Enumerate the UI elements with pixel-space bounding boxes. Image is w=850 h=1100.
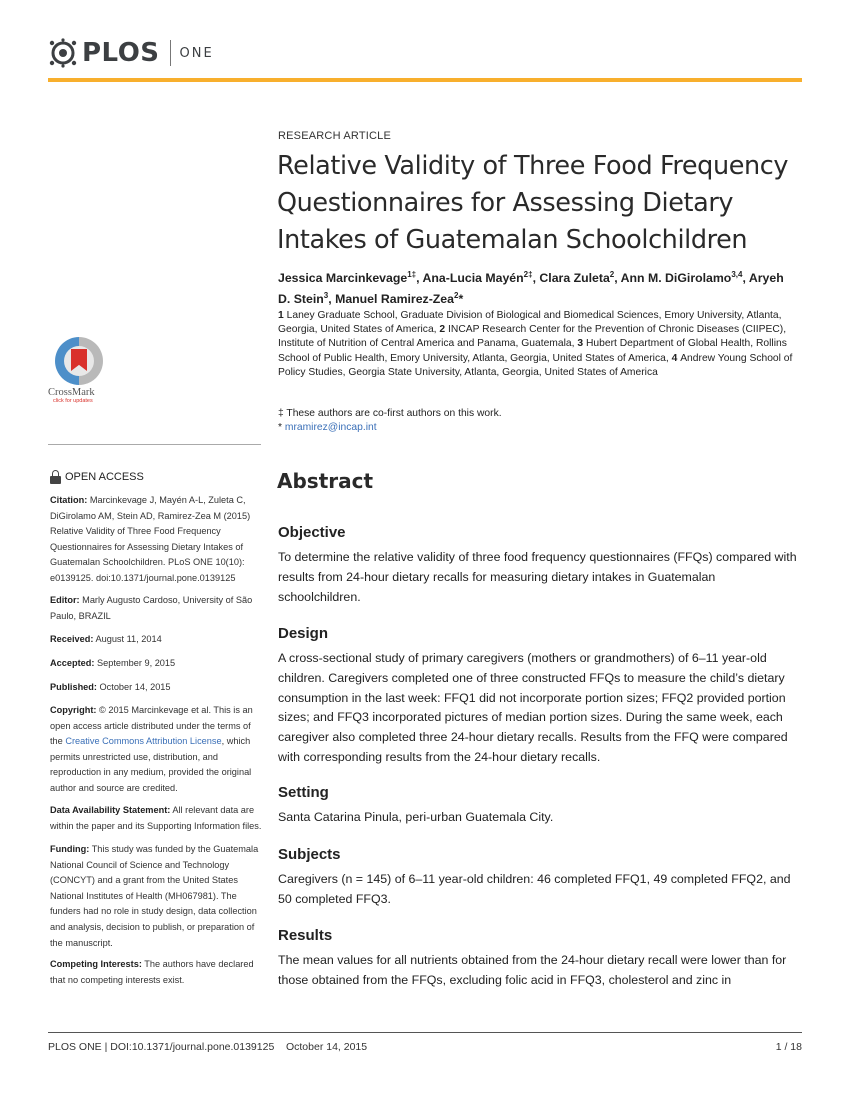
crossmark-label: CrossMark (48, 387, 95, 398)
editor-label: Editor: (50, 595, 80, 605)
data-availability-label: Data Availability Statement: (50, 805, 171, 815)
section-heading: Design (278, 625, 329, 642)
author-name[interactable]: Ann M. DiGirolamo (620, 271, 732, 286)
logo-divider (170, 40, 171, 66)
affiliation-number: 4 (671, 352, 678, 364)
author-separator: , (532, 271, 540, 286)
footer-citation: PLOS ONE | DOI:10.1371/journal.pone.0139125 October 14, 2015 (48, 1041, 368, 1053)
received-label: Received: (50, 634, 94, 644)
open-access-badge (50, 470, 144, 484)
affiliation-text: INCAP Research Center for the Prevention of Chronic Diseases (CIIPEC), Institute of Nutrition of Central America and Panama, Guatemala, (278, 324, 787, 350)
header-rule (48, 78, 802, 82)
editor-block (50, 593, 262, 624)
section-text: A cross-sectional study of primary caregivers (mothers or grandmothers) of 6–11 year-old children. Caregivers completed one of three constructed FFQs to measure the child’s dietary consumption in the last week: FFQ1 did not incorporate portion sizes; FFQ2 provided portion sizes; and FFQ3 incorporated pictures of median portion sizes. During the same week, each caregiver also completed three 24-hour dietary recalls. Results from the FFQ were compared with corresponding results from the 24-hour dietary recalls. (278, 651, 788, 764)
competing-interests-label: Competing Interests: (50, 959, 142, 969)
accepted-block (50, 656, 262, 672)
accepted-date: September 9, 2015 (96, 658, 176, 668)
article-type: RESEARCH ARTICLE (278, 130, 392, 142)
copyright-label: Copyright: (50, 705, 97, 715)
citation-block (50, 493, 262, 587)
section-heading: Setting (278, 784, 329, 801)
author-list (278, 266, 798, 308)
published-date: October 14, 2015 (99, 682, 171, 692)
author-name[interactable]: Manuel Ramirez-Zea (335, 292, 454, 307)
crossmark-icon (55, 337, 103, 385)
editor-text: Marly Augusto Cardoso, University of São Paulo, BRAZIL (50, 595, 253, 621)
logo-journal-name: ONE (179, 45, 214, 61)
section-text: Santa Catarina Pinula, peri-urban Guatemala City. (278, 810, 554, 824)
author-affiliation-mark: 2‡ (523, 270, 533, 279)
author-separator: * (458, 292, 464, 307)
corresponding-email-link[interactable]: mramirez@incap.int (284, 422, 377, 433)
author-affiliation-mark: 3,4 (731, 270, 743, 279)
published-label: Published: (50, 682, 97, 692)
citation-label: Citation: (50, 495, 88, 505)
author-affiliation-mark: 3 (323, 291, 329, 301)
citation-text: Marcinkevage J, Mayén A-L, Zuleta C, DiGirolamo AM, Stein AD, Ramirez-Zea M (2015) Relative Validity of Three Food Frequency Questionnaires for Assessing Dietary Intakes of Guatemalan Schoolchildren. PLoS ONE 10(10): e0139125. doi:10.1371/journal.pone.0139125 (50, 495, 251, 583)
affiliations (278, 309, 798, 380)
author-affiliation-mark: 1‡ (407, 270, 417, 279)
license-link[interactable]: Creative Commons Attribution License (65, 736, 222, 747)
footer-rule (48, 1032, 802, 1033)
affiliation-number: 1 (278, 310, 284, 321)
section-text: The mean values for all nutrients obtained from the 24-hour dietary recall were lower than for those obtained from the FFQs, excluding folic acid in FFQ3, cholesterol and zinc in (278, 953, 787, 987)
sidebar-divider (48, 444, 261, 445)
logo-wordmark: PLOS (82, 38, 160, 68)
author-separator: , (328, 292, 336, 307)
affiliation-text: Hubert Department of Global Health, Rollins School of Public Health, Emory University, Atlanta, Georgia, United States of America, (278, 338, 787, 364)
competing-interests-text: The authors have declared that no competing interests exist. (50, 959, 254, 985)
crossmark-sublabel: click for updates (53, 398, 93, 404)
author-notes (278, 407, 798, 435)
funding-block (50, 842, 262, 951)
page-number: 1 / 18 (775, 1041, 802, 1053)
crossmark-badge[interactable] (48, 337, 110, 404)
funding-label: Funding: (50, 844, 90, 854)
corresponding-mark: * (278, 422, 285, 433)
section-text: Caregivers (n = 145) of 6–11 year-old children: 46 completed FFQ1, 49 completed FFQ2, and 50 completed FFQ3. (278, 872, 791, 906)
data-availability-block (50, 803, 262, 834)
author-name[interactable]: Ana-Lucia Mayén (422, 271, 524, 286)
data-availability-text: All relevant data are within the paper and its Supporting Information files. (50, 805, 262, 831)
author-affiliation-mark: 2 (453, 291, 459, 301)
section-heading: Results (278, 927, 333, 944)
published-block (50, 680, 262, 696)
author-separator: , (614, 271, 621, 286)
author-name[interactable]: Clara Zuleta (539, 271, 610, 286)
author-separator: , (742, 271, 749, 286)
received-block (50, 632, 262, 648)
author-name[interactable]: Jessica Marcinkevage (278, 271, 408, 286)
accepted-label: Accepted: (50, 658, 95, 668)
objective-section (278, 524, 798, 607)
corresponding-author (278, 421, 798, 435)
section-text: To determine the relative validity of three food frequency questionnaires (FFQs) compared with results from 24-hour dietary recalls for measuring dietary intakes in Guatemalan schoolchildren. (278, 550, 797, 604)
funding-text: This study was funded by the Guatemala National Council of Science and Technology (CONCYT) and a grant from the United States National Institutes of Health (MH067981). The funders had no role in study design, data collection and analysis, decision to publish, or preparation of the manuscript. (50, 844, 259, 948)
affiliation-number: 2 (439, 324, 446, 336)
affiliation-text: Laney Graduate School, Graduate Division of Biological and Biomedical Sciences, Emory University, Atlanta, Georgia, United States of America, (278, 310, 782, 336)
copyright-text-cont: , which permits unrestricted use, distribution, and reproduction in any medium, provided the original author and source are credited. (50, 736, 252, 793)
section-heading: Objective (278, 524, 346, 541)
design-section (278, 625, 798, 768)
affiliation-text: Andrew Young School of Policy Studies, Georgia State University, Atlanta, Georgia, United States of America (278, 352, 793, 378)
abstract-heading: Abstract (277, 469, 374, 493)
setting-section (278, 784, 798, 828)
competing-interests-block (50, 957, 262, 988)
received-date: August 11, 2014 (95, 634, 162, 644)
plos-logo-icon (48, 38, 78, 68)
copyright-block (50, 703, 262, 797)
open-access-label: OPEN ACCESS (65, 471, 144, 483)
article-title: Relative Validity of Three Food Frequency Questionnaires for Assessing Dietary Intakes of Guatemalan Schoolchildren (277, 151, 789, 255)
affiliation-number: 3 (577, 338, 584, 350)
cofirst-note: ‡ These authors are co-first authors on this work. (278, 408, 502, 419)
author-name[interactable]: Aryeh D. Stein (278, 271, 784, 307)
copyright-text: © 2015 Marcinkevage et al. This is an open access article distributed under the terms of the (50, 705, 253, 747)
plos-logo[interactable] (48, 36, 214, 70)
section-heading: Subjects (278, 846, 341, 863)
open-lock-icon (50, 470, 61, 484)
subjects-section (278, 846, 798, 910)
author-separator: , (416, 271, 423, 286)
results-section (278, 927, 798, 991)
author-affiliation-mark: 2 (609, 270, 615, 279)
